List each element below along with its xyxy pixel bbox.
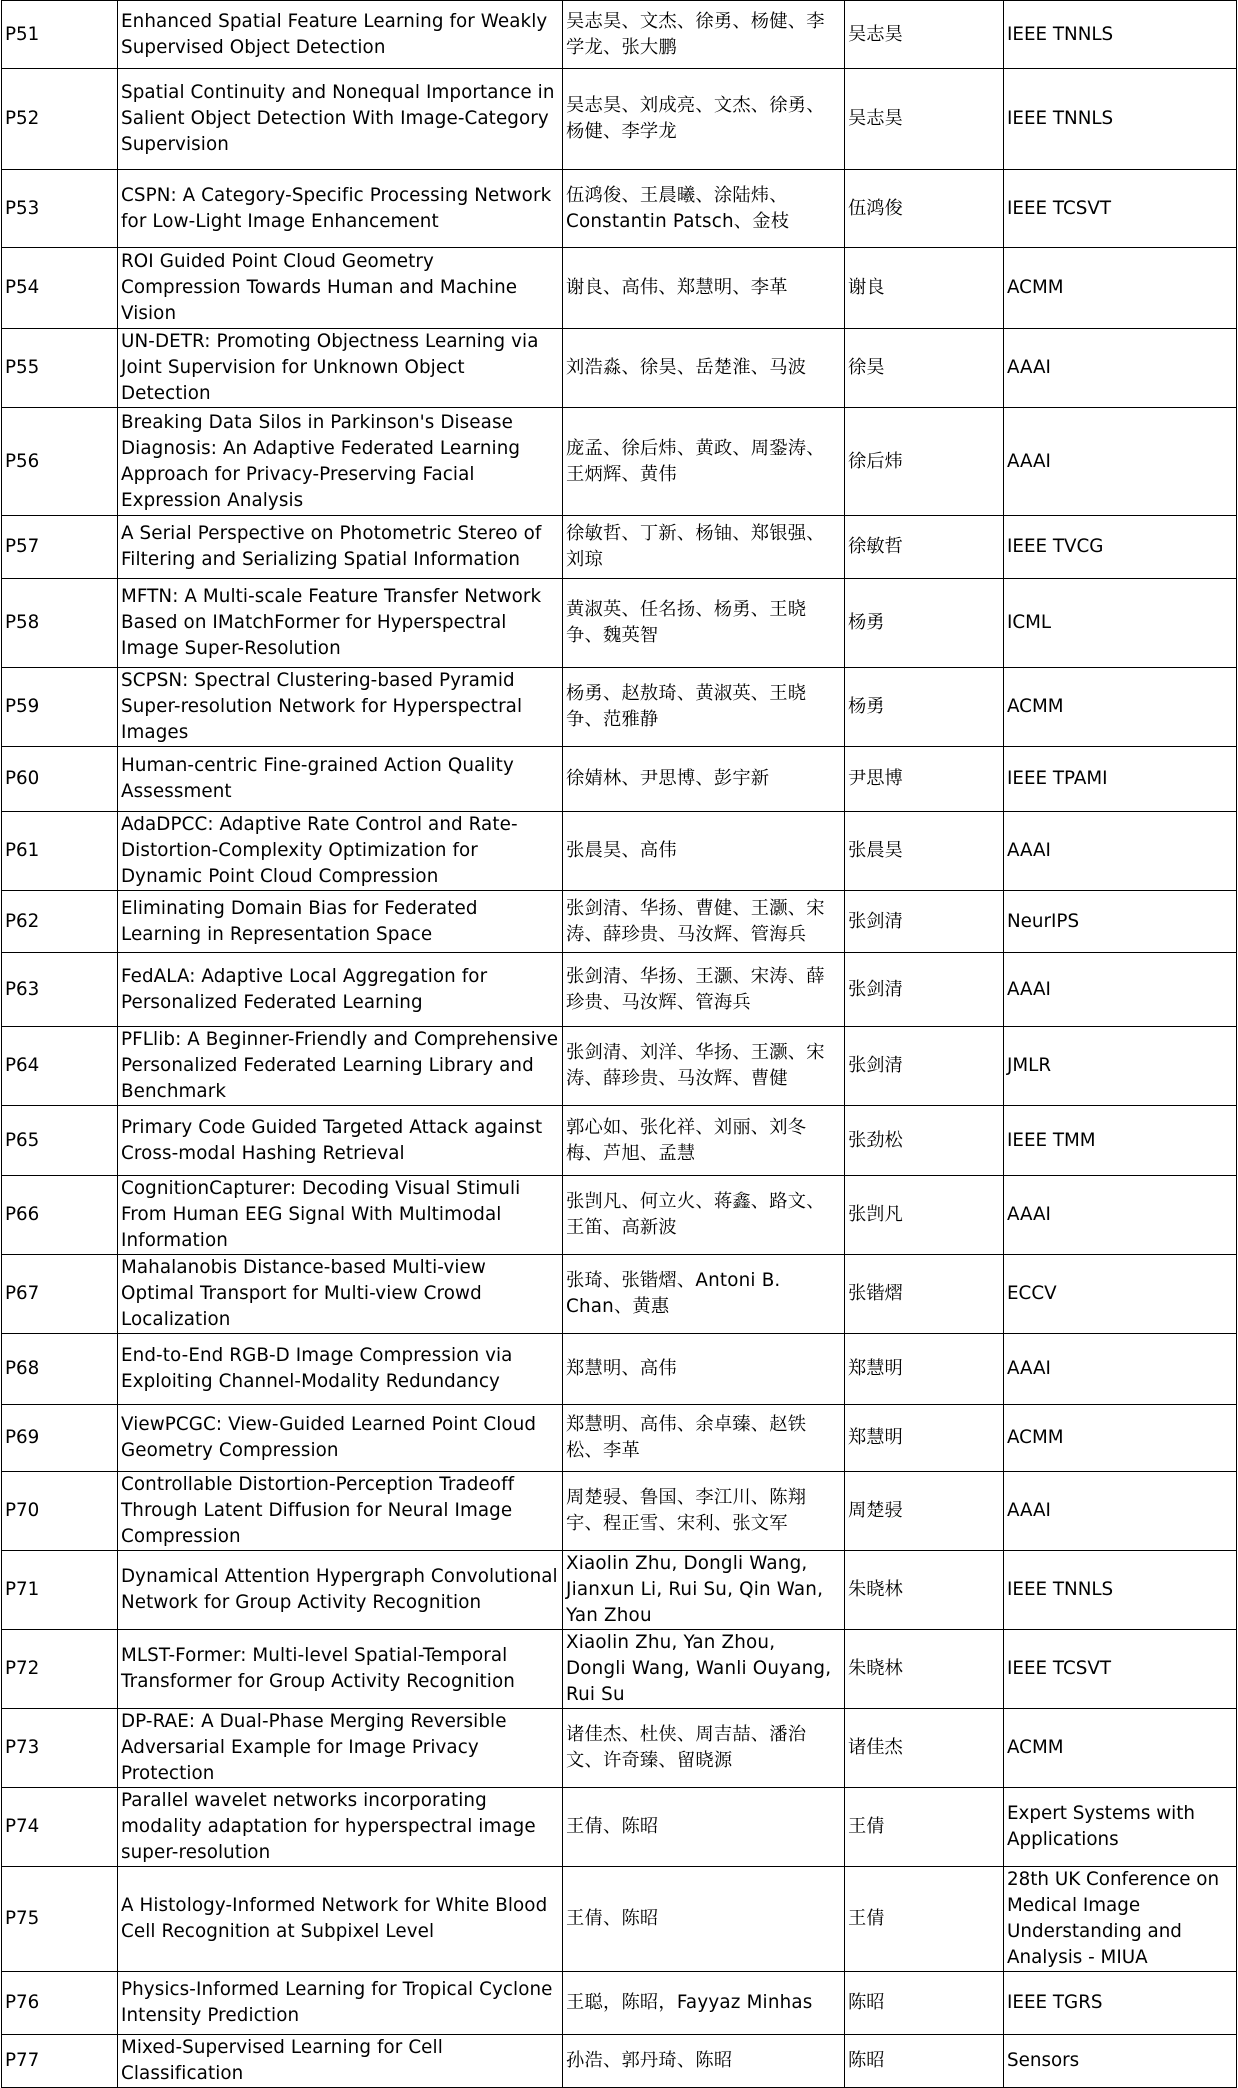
paper-title: Mixed-Supervised Learning for Cell Classification [118, 2035, 563, 2088]
paper-title: Dynamical Attention Hypergraph Convolutional Network for Group Activity Recognition [118, 1551, 563, 1630]
corresponding-author: 郑慧明 [845, 1405, 1004, 1472]
publication-venue: IEEE TNNLS [1004, 1, 1237, 69]
paper-authors: 张剀凡、何立火、蒋鑫、路文、王笛、高新波 [563, 1176, 845, 1255]
paper-authors: 王聪，陈昭，Fayyaz Minhas [563, 1972, 845, 2035]
paper-table [1, 0, 1237, 2088]
corresponding-author: 张剑清 [845, 891, 1004, 953]
paper-title: CognitionCapturer: Decoding Visual Stimuli From Human EEG Signal With Multimodal Information [118, 1176, 563, 1255]
table-row [2, 1176, 1237, 1255]
paper-authors: 周楚骎、鲁国、李江川、陈翔宇、程正雪、宋利、张文军 [563, 1472, 845, 1551]
paper-id: P77 [2, 2035, 118, 2088]
corresponding-author: 陈昭 [845, 1972, 1004, 2035]
table-row [2, 1405, 1237, 1472]
paper-id: P62 [2, 891, 118, 953]
paper-title: AdaDPCC: Adaptive Rate Control and Rate-Distortion-Complexity Optimization for Dynamic Point Cloud Compression [118, 812, 563, 891]
paper-authors: 徐婧林、尹思博、彭宇新 [563, 747, 845, 812]
paper-title: CSPN: A Category-Specific Processing Network for Low-Light Image Enhancement [118, 170, 563, 248]
paper-id: P63 [2, 953, 118, 1027]
paper-title: FedALA: Adaptive Local Aggregation for Personalized Federated Learning [118, 953, 563, 1027]
corresponding-author: 张剀凡 [845, 1176, 1004, 1255]
paper-title: ViewPCGC: View-Guided Learned Point Cloud Geometry Compression [118, 1405, 563, 1472]
paper-id: P76 [2, 1972, 118, 2035]
paper-authors: 张剑清、华扬、王灏、宋涛、薛珍贵、马汝辉、管海兵 [563, 953, 845, 1027]
paper-authors: 郑慧明、高伟 [563, 1334, 845, 1405]
paper-id: P51 [2, 1, 118, 69]
publication-venue: 28th UK Conference on Medical Image Understanding and Analysis - MIUA [1004, 1867, 1237, 1972]
paper-id: P59 [2, 668, 118, 747]
table-row [2, 69, 1237, 170]
corresponding-author: 王倩 [845, 1788, 1004, 1867]
paper-id: P64 [2, 1027, 118, 1106]
table-row [2, 2035, 1237, 2088]
publication-venue: AAAI [1004, 329, 1237, 408]
table-row [2, 747, 1237, 812]
table-row [2, 408, 1237, 516]
table-row [2, 516, 1237, 579]
paper-authors: 谢良、高伟、郑慧明、李革 [563, 248, 845, 329]
corresponding-author: 徐敏哲 [845, 516, 1004, 579]
paper-title: Breaking Data Silos in Parkinson's Disease Diagnosis: An Adaptive Federated Learning Approach for Privacy-Preserving Facial Expression Analysis [118, 408, 563, 516]
paper-title: Physics-Informed Learning for Tropical Cyclone Intensity Prediction [118, 1972, 563, 2035]
paper-id: P55 [2, 329, 118, 408]
publication-venue: AAAI [1004, 1176, 1237, 1255]
publication-venue: JMLR [1004, 1027, 1237, 1106]
publication-venue: AAAI [1004, 953, 1237, 1027]
table-row [2, 812, 1237, 891]
publication-venue: IEEE TPAMI [1004, 747, 1237, 812]
publication-venue: ACMM [1004, 668, 1237, 747]
corresponding-author: 杨勇 [845, 668, 1004, 747]
paper-title: MLST-Former: Multi-level Spatial-Temporal Transformer for Group Activity Recognition [118, 1630, 563, 1709]
table-row [2, 1, 1237, 69]
paper-id: P69 [2, 1405, 118, 1472]
paper-title: Parallel wavelet networks incorporating modality adaptation for hyperspectral image super-resolution [118, 1788, 563, 1867]
paper-id: P57 [2, 516, 118, 579]
publication-venue: ECCV [1004, 1255, 1237, 1334]
publication-venue: IEEE TMM [1004, 1106, 1237, 1176]
publication-venue: ACMM [1004, 1405, 1237, 1472]
table-row [2, 1472, 1237, 1551]
table-row [2, 1972, 1237, 2035]
paper-authors: 王倩、陈昭 [563, 1867, 845, 1972]
publication-venue: IEEE TNNLS [1004, 1551, 1237, 1630]
paper-title: A Histology-Informed Network for White Blood Cell Recognition at Subpixel Level [118, 1867, 563, 1972]
paper-authors: 张晨昊、高伟 [563, 812, 845, 891]
paper-authors: Xiaolin Zhu, Yan Zhou, Dongli Wang, Wanli Ouyang, Rui Su [563, 1630, 845, 1709]
corresponding-author: 徐昊 [845, 329, 1004, 408]
paper-table-body [2, 1, 1237, 2088]
paper-title: SCPSN: Spectral Clustering-based Pyramid Super-resolution Network for Hyperspectral Images [118, 668, 563, 747]
paper-title: A Serial Perspective on Photometric Stereo of Filtering and Serializing Spatial Information [118, 516, 563, 579]
paper-id: P54 [2, 248, 118, 329]
paper-title: Primary Code Guided Targeted Attack against Cross-modal Hashing Retrieval [118, 1106, 563, 1176]
paper-id: P75 [2, 1867, 118, 1972]
corresponding-author: 诸佳杰 [845, 1709, 1004, 1788]
paper-authors: 吴志昊、文杰、徐勇、杨健、李学龙、张大鹏 [563, 1, 845, 69]
paper-title: Human-centric Fine-grained Action Quality Assessment [118, 747, 563, 812]
corresponding-author: 王倩 [845, 1867, 1004, 1972]
publication-venue: NeurIPS [1004, 891, 1237, 953]
paper-authors: 黄淑英、任名扬、杨勇、王晓争、魏英智 [563, 579, 845, 668]
publication-venue: Expert Systems with Applications [1004, 1788, 1237, 1867]
corresponding-author: 吴志昊 [845, 69, 1004, 170]
paper-title: ROI Guided Point Cloud Geometry Compression Towards Human and Machine Vision [118, 248, 563, 329]
corresponding-author: 张劲松 [845, 1106, 1004, 1176]
corresponding-author: 杨勇 [845, 579, 1004, 668]
paper-authors: 徐敏哲、丁新、杨铀、郑银强、刘琼 [563, 516, 845, 579]
corresponding-author: 张剑清 [845, 953, 1004, 1027]
paper-authors: 张剑清、华扬、曹健、王灏、宋涛、薛珍贵、马汝辉、管海兵 [563, 891, 845, 953]
paper-authors: 孙浩、郭丹琦、陈昭 [563, 2035, 845, 2088]
paper-id: P61 [2, 812, 118, 891]
paper-authors: 伍鸿俊、王晨曦、涂陆炜、Constantin Patsch、金枝 [563, 170, 845, 248]
table-row [2, 1630, 1237, 1709]
paper-title: Enhanced Spatial Feature Learning for Weakly Supervised Object Detection [118, 1, 563, 69]
paper-id: P74 [2, 1788, 118, 1867]
paper-title: PFLlib: A Beginner-Friendly and Comprehensive Personalized Federated Learning Library and Benchmark [118, 1027, 563, 1106]
paper-title: UN-DETR: Promoting Objectness Learning via Joint Supervision for Unknown Object Detection [118, 329, 563, 408]
table-row [2, 1788, 1237, 1867]
paper-title: Mahalanobis Distance-based Multi-view Optimal Transport for Multi-view Crowd Localization [118, 1255, 563, 1334]
paper-authors: 张剑清、刘洋、华扬、王灏、宋涛、薛珍贵、马汝辉、曹健 [563, 1027, 845, 1106]
paper-title: Eliminating Domain Bias for Federated Learning in Representation Space [118, 891, 563, 953]
corresponding-author: 朱晓林 [845, 1630, 1004, 1709]
paper-id: P65 [2, 1106, 118, 1176]
paper-id: P70 [2, 1472, 118, 1551]
corresponding-author: 张剑清 [845, 1027, 1004, 1106]
paper-authors: 杨勇、赵敖琦、黄淑英、王晓争、范雅静 [563, 668, 845, 747]
corresponding-author: 吴志昊 [845, 1, 1004, 69]
paper-authors: 王倩、陈昭 [563, 1788, 845, 1867]
publication-venue: ICML [1004, 579, 1237, 668]
publication-venue: IEEE TGRS [1004, 1972, 1237, 2035]
table-row [2, 668, 1237, 747]
corresponding-author: 郑慧明 [845, 1334, 1004, 1405]
paper-id: P72 [2, 1630, 118, 1709]
paper-id: P56 [2, 408, 118, 516]
publication-venue: IEEE TNNLS [1004, 69, 1237, 170]
table-row [2, 1551, 1237, 1630]
paper-id: P66 [2, 1176, 118, 1255]
table-row [2, 1709, 1237, 1788]
publication-venue: AAAI [1004, 1472, 1237, 1551]
publication-venue: IEEE TCSVT [1004, 170, 1237, 248]
paper-authors: 吴志昊、刘成亮、文杰、徐勇、杨健、李学龙 [563, 69, 845, 170]
paper-title: DP-RAE: A Dual-Phase Merging Reversible Adversarial Example for Image Privacy Protection [118, 1709, 563, 1788]
table-row [2, 891, 1237, 953]
paper-title: MFTN: A Multi-scale Feature Transfer Network Based on IMatchFormer for Hyperspectral Image Super-Resolution [118, 579, 563, 668]
paper-authors: 庞孟、徐后炜、黄政、周銎涛、王炳辉、黄伟 [563, 408, 845, 516]
table-row [2, 170, 1237, 248]
paper-id: P60 [2, 747, 118, 812]
paper-authors: 刘浩淼、徐昊、岳楚淮、马波 [563, 329, 845, 408]
table-row [2, 248, 1237, 329]
publication-venue: AAAI [1004, 1334, 1237, 1405]
paper-id: P53 [2, 170, 118, 248]
publication-venue: IEEE TVCG [1004, 516, 1237, 579]
publication-venue: AAAI [1004, 408, 1237, 516]
corresponding-author: 陈昭 [845, 2035, 1004, 2088]
corresponding-author: 徐后炜 [845, 408, 1004, 516]
corresponding-author: 周楚骎 [845, 1472, 1004, 1551]
paper-title: End-to-End RGB-D Image Compression via Exploiting Channel-Modality Redundancy [118, 1334, 563, 1405]
corresponding-author: 谢良 [845, 248, 1004, 329]
paper-id: P58 [2, 579, 118, 668]
paper-authors: 郭心如、张化祥、刘丽、刘冬梅、芦旭、孟慧 [563, 1106, 845, 1176]
paper-authors: Xiaolin Zhu, Dongli Wang, Jianxun Li, Rui Su, Qin Wan, Yan Zhou [563, 1551, 845, 1630]
table-row [2, 1867, 1237, 1972]
table-row [2, 329, 1237, 408]
corresponding-author: 伍鸿俊 [845, 170, 1004, 248]
paper-authors: 郑慧明、高伟、余卓臻、赵铁松、李革 [563, 1405, 845, 1472]
table-row [2, 1027, 1237, 1106]
paper-id: P68 [2, 1334, 118, 1405]
table-row [2, 1255, 1237, 1334]
publication-venue: ACMM [1004, 248, 1237, 329]
publication-venue: AAAI [1004, 812, 1237, 891]
paper-id: P52 [2, 69, 118, 170]
table-row [2, 579, 1237, 668]
paper-id: P73 [2, 1709, 118, 1788]
paper-id: P67 [2, 1255, 118, 1334]
paper-id: P71 [2, 1551, 118, 1630]
paper-title: Controllable Distortion-Perception Tradeoff Through Latent Diffusion for Neural Image Compression [118, 1472, 563, 1551]
publication-venue: IEEE TCSVT [1004, 1630, 1237, 1709]
table-row [2, 953, 1237, 1027]
corresponding-author: 尹思博 [845, 747, 1004, 812]
publication-venue: ACMM [1004, 1709, 1237, 1788]
table-row [2, 1334, 1237, 1405]
paper-title: Spatial Continuity and Nonequal Importance in Salient Object Detection With Image-Category Supervision [118, 69, 563, 170]
paper-authors: 张琦、张锴熠、Antoni B. Chan、黄惠 [563, 1255, 845, 1334]
corresponding-author: 朱晓林 [845, 1551, 1004, 1630]
publication-venue: Sensors [1004, 2035, 1237, 2088]
table-row [2, 1106, 1237, 1176]
corresponding-author: 张晨昊 [845, 812, 1004, 891]
corresponding-author: 张锴熠 [845, 1255, 1004, 1334]
paper-authors: 诸佳杰、杜侠、周吉喆、潘治文、许奇臻、留晓源 [563, 1709, 845, 1788]
